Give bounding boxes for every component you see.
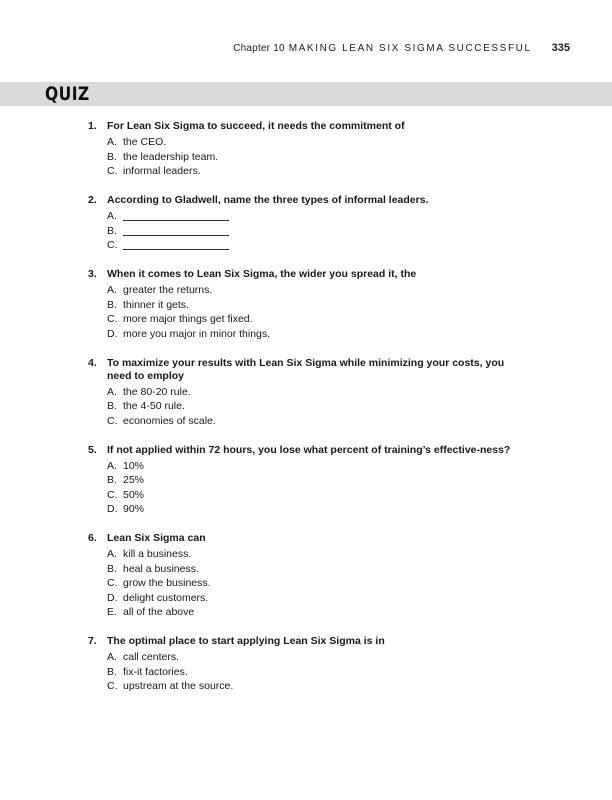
question-text: The optimal place to start applying Lean Six Sigma is in [107, 635, 385, 647]
question-6 [88, 532, 518, 620]
answer-option [107, 488, 518, 503]
option-letter: A. [107, 210, 117, 222]
answer-option [107, 298, 518, 313]
question-text: For Lean Six Sigma to succeed, it needs the commitment of [107, 120, 405, 132]
question-number: 4. [88, 356, 97, 369]
answer-option [107, 238, 518, 253]
option-letter: C. [107, 680, 118, 692]
option-text: greater the returns. [123, 284, 213, 296]
answer-option [107, 562, 518, 577]
question-2 [88, 194, 518, 253]
option-text: informal leaders. [123, 165, 201, 177]
answer-option [107, 459, 518, 474]
answer-option [107, 679, 518, 694]
option-text: 25% [123, 474, 145, 486]
option-letter: B. [107, 474, 117, 486]
answer-blank-line[interactable] [123, 224, 229, 236]
page-number: 335 [551, 42, 570, 54]
option-text: heal a business. [123, 562, 199, 575]
question-number: 6. [88, 532, 97, 544]
option-text: upstream at the source. [123, 680, 234, 692]
answer-option [107, 399, 518, 414]
option-letter: D. [107, 327, 118, 340]
answer-option [107, 650, 518, 665]
quiz-question-list [88, 120, 518, 709]
option-letter: C. [107, 488, 118, 501]
option-letter: A. [107, 651, 117, 663]
option-text: delight customers. [123, 591, 209, 604]
option-text: all of the above [123, 606, 195, 618]
running-header [233, 42, 570, 54]
question-3 [88, 268, 518, 341]
option-letter: A. [107, 136, 117, 148]
question-number: 1. [88, 120, 97, 132]
option-letter: A. [107, 548, 117, 560]
option-letter: C. [107, 577, 118, 589]
answer-option [107, 135, 518, 150]
option-text: call centers. [123, 651, 180, 663]
chapter-title: MAKING LEAN SIX SIGMA SUCCESSFUL [288, 43, 532, 54]
question-number: 2. [88, 194, 97, 206]
option-text: 10% [123, 459, 145, 472]
answer-option [107, 327, 518, 342]
option-text: kill a business. [123, 548, 192, 560]
question-4 [88, 357, 518, 429]
option-letter: C. [107, 239, 118, 251]
answer-option [107, 576, 518, 591]
question-text: If not applied within 72 hours, you lose what percent of training’s effective-ness? [107, 443, 511, 456]
question-text: Lean Six Sigma can [107, 532, 206, 544]
option-text: fix-it factories. [123, 665, 188, 678]
option-letter: C. [107, 165, 118, 177]
option-letter: A. [107, 284, 117, 296]
chapter-number: Chapter 10 [233, 43, 285, 54]
option-letter: B. [107, 224, 117, 237]
question-1 [88, 120, 518, 179]
section-title: QUIZ [45, 83, 90, 105]
answer-option [107, 164, 518, 179]
option-text: the CEO. [123, 136, 167, 148]
option-letter: B. [107, 150, 117, 163]
answer-blank-line[interactable] [123, 209, 229, 221]
quiz-heading-band [0, 82, 612, 106]
answer-option [107, 385, 518, 400]
question-number: 7. [88, 635, 97, 647]
answer-option [107, 224, 518, 239]
option-text: thinner it gets. [123, 298, 189, 311]
option-text: more major things get fixed. [123, 313, 253, 325]
question-5 [88, 444, 518, 517]
option-letter: B. [107, 665, 117, 678]
option-text: 50% [123, 488, 145, 501]
answer-option [107, 283, 518, 298]
option-text: the 80-20 rule. [123, 385, 191, 398]
answer-option [107, 414, 518, 429]
option-text: the 4-50 rule. [123, 400, 185, 412]
question-number: 3. [88, 268, 97, 280]
answer-option [107, 547, 518, 562]
option-letter: B. [107, 400, 117, 412]
option-letter: A. [107, 459, 117, 472]
answer-option [107, 665, 518, 680]
question-text: When it comes to Lean Six Sigma, the wider you spread it, the [107, 268, 417, 280]
answer-option [107, 150, 518, 165]
question-text: To maximize your results with Lean Six Sigma while minimizing your costs, you need to employ [107, 356, 505, 382]
option-letter: B. [107, 562, 117, 575]
answer-option [107, 591, 518, 606]
option-letter: C. [107, 414, 118, 427]
answer-option [107, 502, 518, 517]
option-letter: D. [107, 591, 118, 604]
option-letter: B. [107, 298, 117, 311]
option-text: the leadership team. [123, 150, 219, 163]
option-text: grow the business. [123, 577, 211, 589]
option-letter: A. [107, 385, 117, 398]
option-letter: E. [107, 606, 117, 618]
answer-option [107, 473, 518, 488]
option-text: more you major in minor things. [123, 327, 271, 340]
option-letter: D. [107, 503, 118, 515]
option-text: economies of scale. [123, 414, 216, 427]
answer-option [107, 605, 518, 620]
option-letter: C. [107, 313, 118, 325]
question-number: 5. [88, 443, 97, 456]
option-text: 90% [123, 503, 145, 515]
question-7 [88, 635, 518, 694]
question-text: According to Gladwell, name the three types of informal leaders. [107, 194, 429, 206]
answer-blank-line[interactable] [123, 238, 229, 250]
answer-option [107, 312, 518, 327]
answer-option [107, 209, 518, 224]
